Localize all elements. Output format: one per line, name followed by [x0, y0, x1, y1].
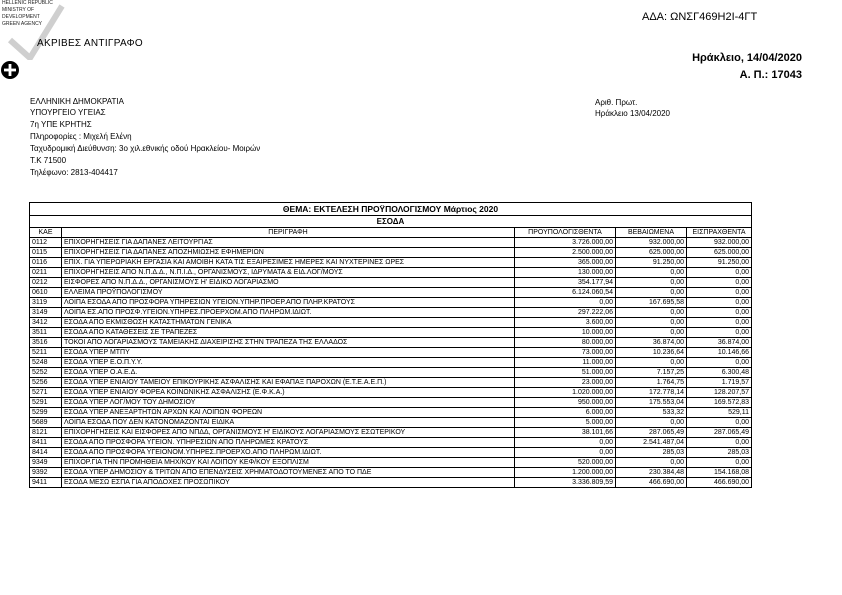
kae-cell: 9349	[30, 458, 62, 468]
budgeted-cell: 297.222,06	[515, 308, 616, 318]
description-cell: ΕΣΟΔΑ ΥΠΕΡ ΑΝΕΞΑΡΤΗΤΩΝ ΑΡΧΩΝ ΚΑΙ ΛΟΙΠΩΝ ΦΟΡΕΩΝ	[62, 408, 515, 418]
budget-execution-table	[29, 202, 752, 488]
budgeted-cell: 0,00	[515, 438, 616, 448]
kae-cell: 3412	[30, 318, 62, 328]
sender-line: ΕΛΛΗΝΙΚΗ ΔΗΜΟΚΡΑΤΙΑ	[30, 97, 124, 106]
collected-cell: 0,00	[687, 358, 752, 368]
budgeted-cell: 0,00	[515, 448, 616, 458]
sender-line: Τ.Κ 71500	[30, 156, 67, 165]
kae-cell: 0610	[30, 288, 62, 298]
description-cell: ΕΠΙΧΟΡ.ΓΙΑ ΤΗΝ ΠΡΟΜΗΘΕΙΑ ΜΗΧ/ΚΟΥ ΚΑΙ ΛΟΙΠΟΥ ΚΕΦ/ΚΟΥ ΕΞΟΠΛΙΣΜ	[62, 458, 515, 468]
table-row	[30, 408, 752, 418]
description-cell: ΕΣΟΔΑ ΑΠΟ ΕΚΜΙΣΘΩΣΗ ΚΑΤΑΣΤΗΜΑΤΩΝ ΓΕΝΙΚΑ	[62, 318, 515, 328]
collected-cell: 6.300,48	[687, 368, 752, 378]
assessed-cell: 0,00	[616, 418, 687, 428]
collected-cell: 1.719,57	[687, 378, 752, 388]
assessed-cell: 287.065,49	[616, 428, 687, 438]
table-row	[30, 248, 752, 258]
kae-cell: 5689	[30, 418, 62, 428]
table-row	[30, 318, 752, 328]
description-cell: ΕΣΟΔΑ ΜΕΣΩ ΕΣΠΑ ΓΙΑ ΑΠΟΔΟΧΕΣ ΠΡΟΣΩΠΙΚΟΥ	[62, 478, 515, 488]
assessed-cell: 91.250,00	[616, 258, 687, 268]
budgeted-cell: 3.336.809,59	[515, 478, 616, 488]
table-row	[30, 458, 752, 468]
table-row	[30, 448, 752, 458]
description-cell: ΕΠΙΧ. ΓΙΑ ΥΠΕΡΩΡΙΑΚΗ ΕΡΓΑΣΙΑ ΚΑΙ ΑΜΟΙΒΗ ΚΑΤΑ ΤΙΣ ΕΞΑΙΡΕΣΙΜΕΣ ΗΜΕΡΕΣ ΚΑΙ ΝΥΧΤΕΡΙΝΕΣ ΩΡΕΣ	[62, 258, 515, 268]
assessed-cell: 625.000,00	[616, 248, 687, 258]
kae-cell: 5256	[30, 378, 62, 388]
ada-code: ΑΔΑ: ΩΝΣΓ469Η2Ι-4ΓΤ	[642, 11, 758, 23]
table-row	[30, 308, 752, 318]
collected-cell: 154.168,08	[687, 468, 752, 478]
assessed-cell: 0,00	[616, 288, 687, 298]
assessed-cell: 230.384,48	[616, 468, 687, 478]
table-row	[30, 428, 752, 438]
description-cell: ΕΠΙΧΟΡΗΓΗΣΕΙΣ ΓΙΑ ΔΑΠΑΝΕΣ ΑΠΟΖΗΜΙΩΣΗΣ ΕΦΗΜΕΡΙΩΝ	[62, 248, 515, 258]
description-cell: ΛΟΙΠΑ ΕΣΟΔΑ ΑΠΟ ΠΡΟΣΦΟΡΑ ΥΠΗΡΕΣΙΩΝ ΥΓΕΙΟΝ.ΥΠΗΡ.ΠΡΟΕΡ.ΑΠΟ ΠΛΗΡ.ΚΡΑΤΟΥΣ	[62, 298, 515, 308]
greek-emblem-icon	[0, 60, 20, 80]
table-row	[30, 388, 752, 398]
table-section: ΕΣΟΔΑ	[30, 216, 752, 228]
budgeted-cell: 6.124.060,54	[515, 288, 616, 298]
table-row	[30, 328, 752, 338]
kae-cell: 0112	[30, 238, 62, 248]
assessed-cell: 0,00	[616, 308, 687, 318]
collected-cell: 529,11	[687, 408, 752, 418]
description-cell: ΕΣΟΔΑ ΥΠΕΡ ΜΤΠΥ	[62, 348, 515, 358]
table-row	[30, 438, 752, 448]
description-cell: ΛΟΙΠΑ ΕΣ.ΑΠΟ ΠΡΟΣΦ.ΥΓΕΙΟΝ.ΥΠΗΡΕΣ.ΠΡΟΕΡΧΟΜ.ΑΠΟ ΠΛΗΡΩΜ.ΙΔΙΩΤ.	[62, 308, 515, 318]
collected-cell: 0,00	[687, 458, 752, 468]
assessed-cell: 1.764,75	[616, 378, 687, 388]
budgeted-cell: 365.000,00	[515, 258, 616, 268]
sender-line: Τηλέφωνο: 2813-404417	[30, 168, 118, 177]
description-cell: ΕΛΛΕΙΜΑ ΠΡΟΫΠΟΛΟΓΙΣΜΟΥ	[62, 288, 515, 298]
table-title: ΘΕΜΑ: ΕΚΤΕΛΕΣΗ ΠΡΟΫΠΟΛΟΓΙΣΜΟΥ Μάρτιος 2020	[30, 203, 752, 216]
stamp-line: DEVELOPMENT	[2, 14, 40, 20]
table-row	[30, 338, 752, 348]
collected-cell: 0,00	[687, 318, 752, 328]
kae-cell: 9392	[30, 468, 62, 478]
kae-cell: 5271	[30, 388, 62, 398]
true-copy-label: ΑΚΡΙΒΕΣ ΑΝΤΙΓΡΑΦΟ	[37, 38, 143, 49]
collected-cell: 932.000,00	[687, 238, 752, 248]
budgeted-cell: 0,00	[515, 298, 616, 308]
kae-cell: 8411	[30, 438, 62, 448]
assessed-cell: 0,00	[616, 318, 687, 328]
budgeted-cell: 520.000,00	[515, 458, 616, 468]
table-row	[30, 238, 752, 248]
assessed-cell: 466.690,00	[616, 478, 687, 488]
kae-cell: 8121	[30, 428, 62, 438]
budgeted-cell: 950.000,00	[515, 398, 616, 408]
description-cell: ΕΣΟΔΑ ΥΠΕΡ ΕΝΙΑΙΟΥ ΤΑΜΕΙΟΥ ΕΠΙΚΟΥΡΙΚΗΣ ΑΣΦΑΛΙΣΗΣ ΚΑΙ ΕΦΑΠΑΞ ΠΑΡΟΧΩΝ (Ε.Τ.Ε.Α.Ε.Π.)	[62, 378, 515, 388]
budgeted-cell: 354.177,94	[515, 278, 616, 288]
kae-cell: 3119	[30, 298, 62, 308]
digital-signature-stamp	[0, 0, 120, 60]
column-header-description: ΠΕΡΙΓΡΑΦΗ	[62, 228, 515, 238]
description-cell: ΕΣΟΔΑ ΥΠΕΡ Ο.Α.Ε.Δ.	[62, 368, 515, 378]
table-row	[30, 418, 752, 428]
description-cell: ΕΣΟΔΑ ΥΠΕΡ ΔΗΜΟΣΙΟΥ & ΤΡΙΤΩΝ ΑΠΟ ΕΠΕΝΔΥΣΕΙΣ ΧΡΗΜΑΤΟΔΟΤΟΥΜΕΝΕΣ ΑΠΟ ΤΟ ΠΔΕ	[62, 468, 515, 478]
table-row	[30, 268, 752, 278]
description-cell: ΕΣΟΔΑ ΥΠΕΡ ΕΝΙΑΙΟΥ ΦΟΡΕΑ ΚΟΙΝΩΝΙΚΗΣ ΑΣΦΑΛΙΣΗΣ (Ε.Φ.Κ.Α.)	[62, 388, 515, 398]
column-header-collected: ΕΙΣΠΡΑΧΘΕΝΤΑ	[687, 228, 752, 238]
budgeted-cell: 10.000,00	[515, 328, 616, 338]
budgeted-cell: 6.000,00	[515, 408, 616, 418]
table-row	[30, 258, 752, 268]
kae-cell: 0212	[30, 278, 62, 288]
kae-cell: 9411	[30, 478, 62, 488]
table-row	[30, 468, 752, 478]
table-row	[30, 368, 752, 378]
description-cell: ΕΣΟΔΑ ΥΠΕΡ ΛΟΓ/ΜΟΥ ΤΟΥ ΔΗΜΟΣΙΟΥ	[62, 398, 515, 408]
protocol-number: Α. Π.: 17043	[739, 69, 802, 81]
budgeted-cell: 130.000,00	[515, 268, 616, 278]
collected-cell: 91.250,00	[687, 258, 752, 268]
table-row	[30, 298, 752, 308]
collected-cell: 0,00	[687, 278, 752, 288]
table-row	[30, 398, 752, 408]
assessed-cell: 932.000,00	[616, 238, 687, 248]
description-cell: ΕΠΙΧΟΡΗΓΗΣΕΙΣ ΓΙΑ ΔΑΠΑΝΕΣ ΛΕΙΤΟΥΡΓΙΑΣ	[62, 238, 515, 248]
budgeted-cell: 80.000,00	[515, 338, 616, 348]
column-header-assessed: ΒΕΒΑΙΩΜΕΝΑ	[616, 228, 687, 238]
assessed-cell: 167.695,58	[616, 298, 687, 308]
collected-cell: 36.874,00	[687, 338, 752, 348]
budgeted-cell: 51.000,00	[515, 368, 616, 378]
collected-cell: 0,00	[687, 418, 752, 428]
kae-cell: 3511	[30, 328, 62, 338]
budgeted-cell: 3.600,00	[515, 318, 616, 328]
assessed-cell: 36.874,00	[616, 338, 687, 348]
table-row	[30, 378, 752, 388]
assessed-cell: 0,00	[616, 328, 687, 338]
sender-line: 7η ΥΠΕ ΚΡΗΤΗΣ	[30, 120, 92, 129]
budgeted-cell: 1.020.000,00	[515, 388, 616, 398]
assessed-cell: 175.553,04	[616, 398, 687, 408]
budgeted-cell: 38.101,66	[515, 428, 616, 438]
kae-cell: 5291	[30, 398, 62, 408]
column-header-row	[30, 228, 752, 238]
kae-cell: 0211	[30, 268, 62, 278]
sender-line: Ταχυδρομική Διεύθυνση: 3ο χιλ.εθνικής οδού Ηρακλείου- Μοιρών	[30, 144, 261, 153]
table-body	[30, 238, 752, 488]
sender-line: Πληροφορίες : Μιχελή Ελένη	[30, 132, 132, 141]
assessed-cell: 0,00	[616, 458, 687, 468]
description-cell: ΛΟΙΠΑ ΕΣΟΔΑ ΠΟΥ ΔΕΝ ΚΑΤΟΝΟΜΑΖΟΝΤΑΙ ΕΙΔΙΚΑ	[62, 418, 515, 428]
column-header-kae: ΚΑΕ	[30, 228, 62, 238]
collected-cell: 0,00	[687, 268, 752, 278]
collected-cell: 625.000,00	[687, 248, 752, 258]
budgeted-cell: 5.000,00	[515, 418, 616, 428]
assessed-cell: 2.541.487,04	[616, 438, 687, 448]
table-row	[30, 478, 752, 488]
assessed-cell: 285,03	[616, 448, 687, 458]
stamp-line: MINISTRY OF	[2, 7, 35, 13]
collected-cell: 0,00	[687, 438, 752, 448]
kae-cell: 3516	[30, 338, 62, 348]
collected-cell: 128.207,57	[687, 388, 752, 398]
collected-cell: 466.690,00	[687, 478, 752, 488]
collected-cell: 0,00	[687, 288, 752, 298]
assessed-cell: 0,00	[616, 268, 687, 278]
budgeted-cell: 2.500.000,00	[515, 248, 616, 258]
kae-cell: 3149	[30, 308, 62, 318]
collected-cell: 169.572,83	[687, 398, 752, 408]
kae-cell: 5299	[30, 408, 62, 418]
assessed-cell: 0,00	[616, 278, 687, 288]
reference-line: Ηράκλειο 13/04/2020	[595, 109, 671, 118]
table-row	[30, 288, 752, 298]
description-cell: ΕΠΙΧΟΡΗΓΗΣΕΙΣ ΚΑΙ ΕΙΣΦΟΡΕΣ ΑΠΟ ΝΠΔΔ, ΟΡΓΑΝΙΣΜΟΥΣ Η' ΕΙΔΙΚΟΥΣ ΛΟΓΑΡΙΑΣΜΟΥΣ ΕΣΩΤΕΡΙΚΟΥ	[62, 428, 515, 438]
assessed-cell: 7.157,25	[616, 368, 687, 378]
kae-cell: 5211	[30, 348, 62, 358]
document-date: Ηράκλειο, 14/04/2020	[692, 52, 802, 64]
table-row	[30, 348, 752, 358]
collected-cell: 287.065,49	[687, 428, 752, 438]
reference-line: Αριθ. Πρωτ.	[595, 98, 638, 107]
collected-cell: 10.146,66	[687, 348, 752, 358]
description-cell: ΕΣΟΔΑ ΑΠΟ ΠΡΟΣΦΟΡΑ ΥΓΕΙΟΝ. ΥΠΗΡΕΣΙΩΝ ΑΠΟ ΠΛΗΡΩΜΕΣ ΚΡΑΤΟΥΣ	[62, 438, 515, 448]
description-cell: ΕΣΟΔΑ ΑΠΟ ΚΑΤΑΘΕΣΕΙΣ ΣΕ ΤΡΑΠΕΖΕΣ	[62, 328, 515, 338]
description-cell: ΕΣΟΔΑ ΥΠΕΡ Ε.Ο.Π.Υ.Υ.	[62, 358, 515, 368]
budgeted-cell: 11.000,00	[515, 358, 616, 368]
kae-cell: 5252	[30, 368, 62, 378]
budgeted-cell: 3.726.000,00	[515, 238, 616, 248]
collected-cell: 0,00	[687, 308, 752, 318]
collected-cell: 0,00	[687, 298, 752, 308]
description-cell: ΤΟΚΟΙ ΑΠΟ ΛΟΓΑΡΙΑΣΜΟΥΣ ΤΑΜΕΙΑΚΗΣ ΔΙΑΧΕΙΡΙΣΗΣ ΣΤΗΝ ΤΡΑΠΕΖΑ ΤΗΣ ΕΛΛΑΔΟΣ	[62, 338, 515, 348]
table-row	[30, 278, 752, 288]
description-cell: ΕΣΟΔΑ ΑΠΟ ΠΡΟΣΦΟΡΑ ΥΓΕΙΟΝΟΜ.ΥΠΗΡΕΣ.ΠΡΟΕΡΧΟ.ΑΠΟ ΠΛΗΡΩΜ.ΙΔΙΩΤ.	[62, 448, 515, 458]
stamp-line: HELLENIC REPUBLIC	[2, 0, 53, 6]
sender-line: ΥΠΟΥΡΓΕΙΟ ΥΓΕΙΑΣ	[30, 108, 106, 117]
collected-cell: 285,03	[687, 448, 752, 458]
assessed-cell: 172.778,14	[616, 388, 687, 398]
budgeted-cell: 1.200.000,00	[515, 468, 616, 478]
collected-cell: 0,00	[687, 328, 752, 338]
kae-cell: 0116	[30, 258, 62, 268]
description-cell: ΕΙΣΦΟΡΕΣ ΑΠΟ Ν.Π.Δ.Δ., ΟΡΓΑΝΙΣΜΟΥΣ Η' ΕΙΔΙΚΟ ΛΟΓΑΡΙΑΣΜΟ	[62, 278, 515, 288]
stamp-line: GREEN AGENCY	[2, 21, 43, 27]
assessed-cell: 0,00	[616, 358, 687, 368]
budgeted-cell: 73.000,00	[515, 348, 616, 358]
description-cell: ΕΠΙΧΟΡΗΓΗΣΕΙΣ ΑΠΟ Ν.Π.Δ.Δ., Ν.Π.Ι.Δ., ΟΡΓΑΝΙΣΜΟΥΣ, ΙΔΡΥΜΑΤΑ & ΕΙΔ.ΛΟΓ/ΜΟΥΣ	[62, 268, 515, 278]
assessed-cell: 533,32	[616, 408, 687, 418]
budgeted-cell: 23.000,00	[515, 378, 616, 388]
kae-cell: 5248	[30, 358, 62, 368]
kae-cell: 8414	[30, 448, 62, 458]
assessed-cell: 10.236,64	[616, 348, 687, 358]
kae-cell: 0115	[30, 248, 62, 258]
column-header-budgeted: ΠΡΟΥΠΟΛΟΓΙΣΘΕΝΤΑ	[515, 228, 616, 238]
table-row	[30, 358, 752, 368]
